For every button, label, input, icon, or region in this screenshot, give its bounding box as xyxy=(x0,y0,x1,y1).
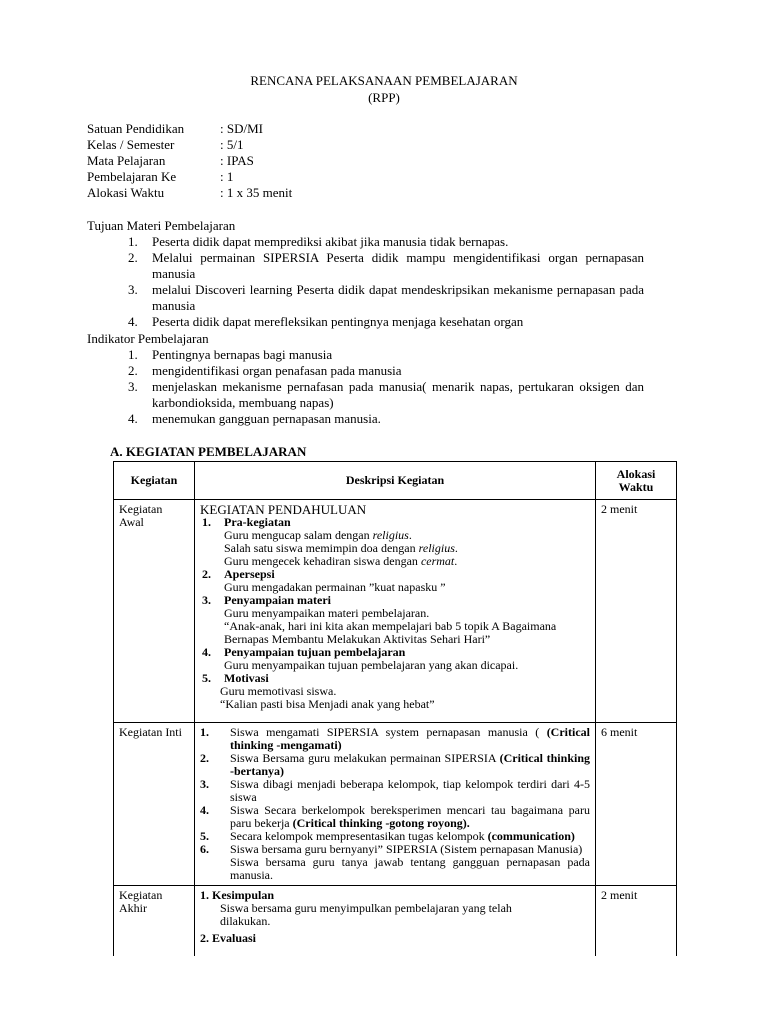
table-header-row xyxy=(114,462,677,500)
alokasi-inti: 6 menit xyxy=(596,723,677,886)
alokasi-akhir: 2 menit xyxy=(596,886,677,957)
list-item: 2. Melalui permainan SIPERSIA Peserta didik mampu mengidentifikasi organ pernapasan manusia xyxy=(128,250,644,281)
info-label: Alokasi Waktu xyxy=(87,185,165,200)
list-item: 4. menemukan gangguan pernapasan manusia. xyxy=(128,411,381,426)
indikator-list xyxy=(128,347,644,427)
header-alokasi: Alokasi Waktu xyxy=(596,462,677,500)
kegiatan-table xyxy=(113,461,677,956)
kegiatan-heading: A. KEGIATAN PEMBELAJARAN xyxy=(110,444,307,459)
header-kegiatan: Kegiatan xyxy=(114,462,195,500)
info-value: : 1 xyxy=(220,169,234,184)
info-value: : SD/MI xyxy=(220,121,263,136)
alokasi-awal: 2 menit xyxy=(596,500,677,723)
tujuan-heading: Tujuan Materi Pembelajaran xyxy=(87,218,236,233)
info-label: Mata Pelajaran xyxy=(87,153,166,168)
deskripsi-akhir: 1. Kesimpulan Siswa bersama guru menyimpulkan pembelajaran yang telah dilakukan. 2. Evaluasi xyxy=(195,886,596,957)
indikator-heading: Indikator Pembelajaran xyxy=(87,331,209,346)
info-value: : 5/1 xyxy=(220,137,244,152)
tujuan-list xyxy=(128,234,644,330)
deskripsi-inti: 1. Siswa mengamati SIPERSIA system pernapasan manusia ( (Critical thinking -mengamati) 2. Siswa Bersama guru melakukan permainan SIPERSIA (Critical thinking -bertanya) 3. Siswa dibagi menjadi beberapa kelompok, tiap kelompok terdiri dari 4-5 siswa 4. Siswa Secara berkelompok bereksperimen mencari tau bagaimana paru paru bekerja (Critical thinking -gotong royong). 5. Secara kelompok mempresentasikan tugas kelompok (communication) 6. Siswa bersama guru bernyanyi” SIPERSIA (Sistem pernapasan Manusia) Siswa bersama guru tanya jawab tentang gangguan pernapasan pada manusia. xyxy=(195,723,596,886)
info-row xyxy=(87,169,292,185)
table-row-akhir xyxy=(114,886,677,957)
document-subtitle: (RPP) xyxy=(368,90,400,105)
table-row-awal xyxy=(114,500,677,723)
document-title: RENCANA PELAKSANAAN PEMBELAJARAN xyxy=(250,73,518,88)
info-value: : IPAS xyxy=(220,153,254,168)
list-item: 4. Peserta didik dapat merefleksikan pentingnya menjaga kesehatan organ xyxy=(128,314,524,329)
kegiatan-label: Kegiatan Awal xyxy=(114,500,195,723)
list-item: 3. melalui Discoveri learning Peserta didik dapat mendeskripsikan mekanisme pernapasan pada manusia xyxy=(128,282,644,313)
list-item: 2. mengidentifikasi organ penafasan pada manusia xyxy=(128,363,402,378)
deskripsi-awal: KEGIATAN PENDAHULUAN 1. Pra-kegiatan Guru mengucap salam dengan religius. Salah satu siswa memimpin doa dengan religius. Guru mengecek kehadiran siswa dengan cermat. 2. Apersepsi Guru mengadakan permainan ”kuat napasku ” 3. Penyampaian materi Guru menyampaikan materi pembelajaran. “Anak-anak, hari ini kita akan mempelajari bab 5 topik A Bagaimana Bernapas Membantu Melakukan Aktivitas Sehari Hari” 4. Penyampaian tujuan pembelajaran Guru menyampaikan tujuan pembelajaran yang akan dicapai. 5. Motivasi Guru memotivasi siswa. “Kalian pasti bisa Menjadi anak yang hebat” xyxy=(195,500,596,723)
info-label: Satuan Pendidikan xyxy=(87,121,185,136)
list-item: 1. Peserta didik dapat memprediksi akibat jika manusia tidak bernapas. xyxy=(128,234,509,249)
table-row-inti xyxy=(114,723,677,886)
pendahuluan-title: KEGIATAN PENDAHULUAN xyxy=(200,502,367,517)
info-row xyxy=(87,185,292,201)
kegiatan-label: Kegiatan Akhir xyxy=(114,886,195,957)
list-item: 3. menjelaskan mekanisme pernafasan pada manusia( menarik napas, pertukaran oksigen dan karbondioksida, membuang napas) xyxy=(128,379,644,410)
info-row xyxy=(87,153,292,169)
info-row xyxy=(87,121,292,137)
info-label: Kelas / Semester xyxy=(87,137,175,152)
info-value: : 1 x 35 menit xyxy=(220,185,293,200)
info-row xyxy=(87,137,292,153)
list-item: 1. Pentingnya bernapas bagi manusia xyxy=(128,347,333,362)
header-deskripsi: Deskripsi Kegiatan xyxy=(195,462,596,500)
kegiatan-label: Kegiatan Inti xyxy=(114,723,195,886)
info-label: Pembelajaran Ke xyxy=(87,169,177,184)
identity-block xyxy=(87,121,292,201)
